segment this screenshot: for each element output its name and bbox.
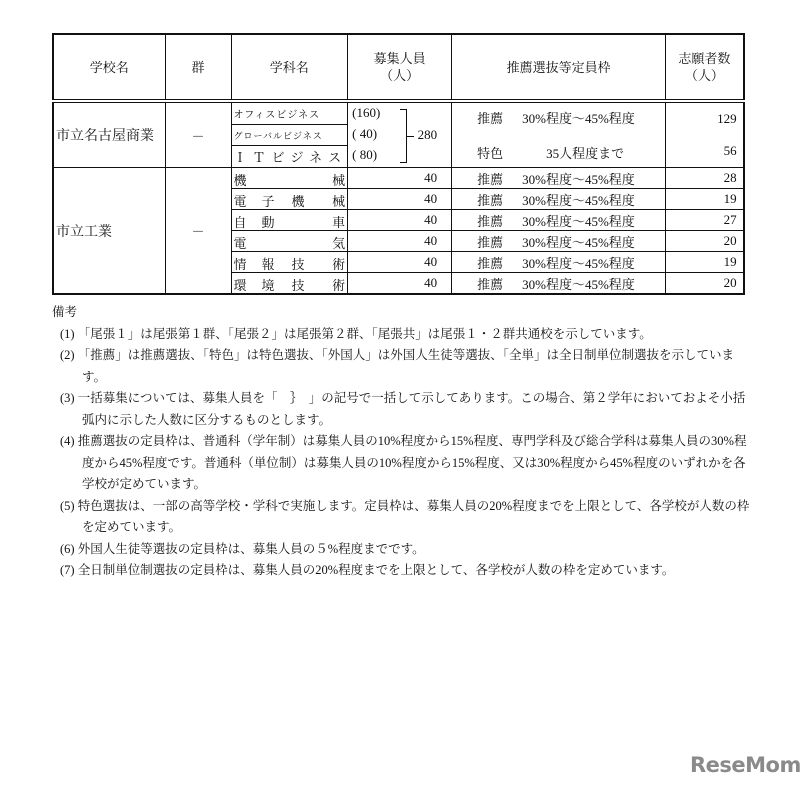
header-quota-l2: （人） (380, 68, 420, 83)
note-item: (1) 「尾張１」は尾張第１群、「尾張２」は尾張第２群、「尾張共」は尾張１・２群共通校を示しています。 (60, 326, 652, 341)
dept-name (231, 189, 348, 210)
rec-cell (452, 231, 666, 252)
header-school: 学校名 (53, 34, 165, 101)
rec-kind: 推薦 (477, 276, 504, 292)
rec-cell (452, 101, 666, 168)
rec-kind: 推薦 (477, 171, 504, 187)
header-app-l1: 志願者数 (678, 51, 731, 66)
table-row (53, 168, 744, 189)
applicants: 20 (666, 273, 744, 295)
dept-name (231, 273, 348, 295)
dept-name (231, 252, 348, 273)
dept-char: 子 (261, 194, 275, 209)
rec-cell (452, 189, 666, 210)
dept-name (231, 210, 348, 231)
dept-char: 気 (332, 236, 346, 251)
admission-table (52, 33, 745, 295)
rec-kind: 推薦 (477, 255, 504, 271)
dept-char: 車 (332, 215, 346, 230)
rec-kind: 推薦 (477, 192, 504, 208)
applicants: 20 (666, 231, 744, 252)
rec-cell (452, 273, 666, 295)
sub-quota: ( 80) (352, 147, 378, 162)
dept-char: 電 (233, 236, 247, 251)
rec-range: 30%程度～45%程度 (522, 171, 635, 187)
rec-range: 30%程度～45%程度 (522, 192, 635, 208)
sub-quota: ( 40) (352, 126, 378, 141)
applicants: 27 (666, 210, 744, 231)
note-item: (4) 推薦選抜の定員枠は、普通科（学年制）は募集人員の10%程度から15%程度、専門学科及び総合学科は募集人員の30%程度から45%程度です。普通科（単位制）は募集人員の10%程度から15%程度、又は30%程度から45%程度のいずれかを各学校が定めています。 (60, 434, 747, 491)
note-item: (3) 一括募集については、募集人員を「 ｝ 」の記号で一括して示してあります。この場合、第２学年においておよそ小括弧内に示した人数に区分するものとします。 (60, 391, 746, 427)
applicants: 19 (666, 252, 744, 273)
applicants: 28 (666, 168, 744, 189)
dept-char: 技 (291, 278, 305, 293)
quota-cell (348, 101, 452, 168)
dept-char: 技 (291, 257, 305, 272)
table-header-row (53, 34, 744, 101)
header-app-l2: （人） (684, 68, 724, 83)
note-item: (2) 「推薦」は推薦選抜、「特色」は特色選抜、「外国人」は外国人生徒等選抜、「全単」は全日制単位制選抜を示しています。 (60, 348, 734, 384)
dept-char: 械 (332, 194, 346, 209)
dept-char: 術 (332, 257, 346, 272)
note-item: (5) 特色選抜は、一部の高等学校・学科で実施します。定員枠は、募集人員の20%程度までを上限として、各学校が人数の枠を定めています。 (60, 498, 750, 534)
rec-cell (452, 252, 666, 273)
resemom-logo: ReseMom (690, 753, 801, 777)
dept-char: 機 (233, 173, 247, 188)
applicants: 56 (723, 143, 737, 158)
group: － (165, 101, 231, 168)
applicants: 129 (717, 111, 737, 126)
rec-kind: 推薦 (477, 111, 504, 126)
school-name: 市立名古屋商業 (53, 101, 165, 168)
dept-char: 機 (291, 194, 305, 209)
dept-char: 情 (233, 257, 247, 272)
rec-range: 30%程度～45%程度 (522, 111, 635, 126)
dept-char: 環 (233, 278, 247, 293)
dept-char: 械 (332, 173, 346, 188)
rec-kind: 特色 (477, 146, 504, 161)
quota: 40 (348, 168, 452, 189)
header-dept: 学科名 (231, 34, 348, 101)
dept-name: グローバルビジネス (231, 124, 348, 146)
rec-cell (452, 168, 666, 189)
note-item: (6) 外国人生徒等選抜の定員枠は、募集人員の５%程度までです。 (60, 541, 425, 556)
quota: 40 (348, 231, 452, 252)
dept-char: 電 (233, 194, 247, 209)
dept-name (231, 168, 348, 189)
quota: 40 (348, 252, 452, 273)
school-name: 市立工業 (53, 168, 165, 295)
notes (52, 302, 752, 582)
rec-range: 30%程度～45%程度 (522, 255, 635, 271)
header-quota-l1: 募集人員 (373, 51, 426, 66)
note-item: (7) 全日制単位制選抜の定員枠は、募集人員の20%程度までを上限として、各学校が人数の枠を定めています。 (60, 563, 675, 577)
header-quota (348, 34, 452, 101)
total-quota: 280 (417, 127, 438, 142)
quota: 40 (348, 210, 452, 231)
rec-range: 35人程度まで (546, 146, 625, 161)
table-row (53, 101, 744, 124)
quota: 40 (348, 189, 452, 210)
notes-title: 備考 (52, 305, 78, 319)
quota: 40 (348, 273, 452, 295)
header-group: 群 (165, 34, 231, 101)
dept-name: ＩＴビジネス (231, 146, 348, 168)
dept-char: 報 (261, 257, 275, 272)
dept-char: 境 (261, 278, 275, 293)
brace-icon (400, 109, 407, 163)
dept-char: 自 (233, 215, 247, 230)
rec-kind: 推薦 (477, 213, 504, 229)
dept-name (231, 231, 348, 252)
dept-name: オフィスビジネス (231, 101, 348, 124)
applicants-cell (666, 101, 744, 168)
header-applicants (666, 34, 744, 101)
group: － (165, 168, 231, 295)
rec-kind: 推薦 (477, 234, 504, 250)
header-rec: 推薦選抜等定員枠 (452, 34, 666, 101)
rec-range: 30%程度～45%程度 (522, 234, 635, 250)
applicants: 19 (666, 189, 744, 210)
rec-range: 30%程度～45%程度 (522, 276, 635, 292)
rec-range: 30%程度～45%程度 (522, 213, 635, 229)
dept-char: 術 (332, 278, 346, 293)
sub-quota: (160) (352, 105, 381, 120)
dept-char: 動 (261, 215, 275, 230)
rec-cell (452, 210, 666, 231)
